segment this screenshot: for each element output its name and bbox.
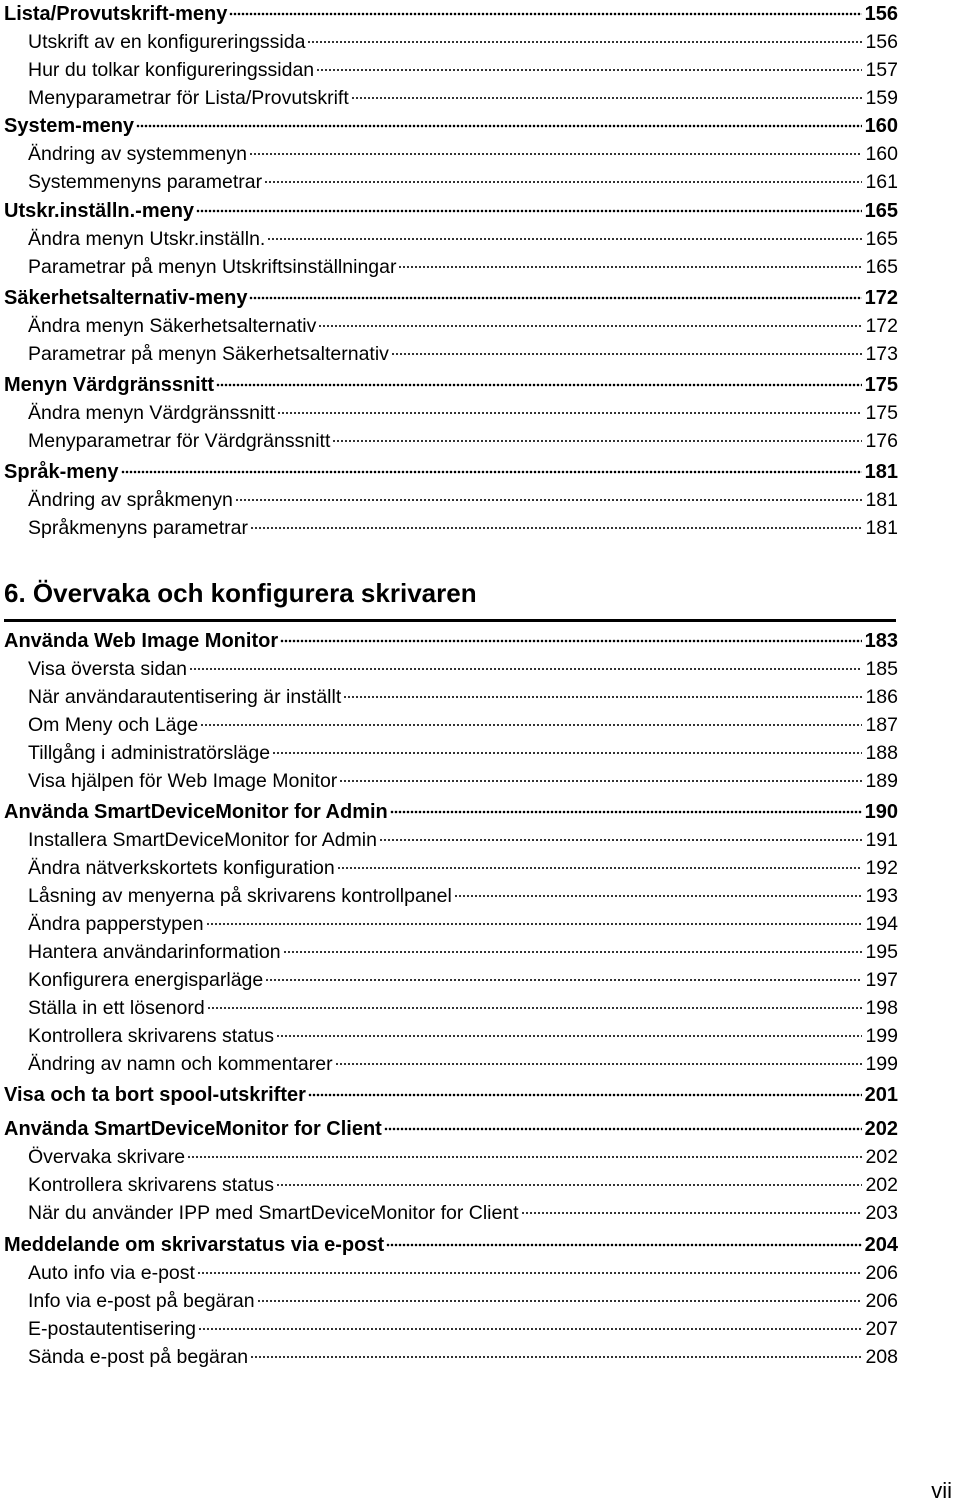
toc-entry-title: Info via e-post på begäran [28, 1289, 255, 1312]
toc-entry-page: 157 [865, 58, 898, 81]
dot-leader [189, 657, 862, 677]
toc-subsection-entry[interactable] [28, 1050, 898, 1076]
toc-subsection-entry[interactable] [28, 56, 898, 82]
toc-section-entry[interactable] [4, 112, 898, 138]
dot-leader [521, 1201, 863, 1221]
toc-entry-page: 172 [865, 314, 898, 337]
toc-entry-page: 208 [865, 1345, 898, 1368]
dot-leader [265, 968, 862, 988]
toc-entry-page: 161 [865, 170, 898, 193]
toc-subsection-entry[interactable] [28, 1287, 898, 1313]
dot-leader [267, 227, 862, 247]
toc-entry-title: Auto info via e-post [28, 1261, 195, 1284]
dot-leader [200, 713, 862, 733]
toc-entry-title: Installera SmartDeviceMonitor for Admin [28, 828, 377, 851]
toc-entry-title: Sända e-post på begäran [28, 1345, 249, 1368]
dot-leader [207, 996, 863, 1016]
toc-entry-page: 199 [865, 1024, 898, 1047]
toc-entry-title: Språk-meny [4, 461, 119, 483]
toc-entry-page: 172 [864, 287, 898, 309]
toc-entry-title: Låsning av menyerna på skrivarens kontrollpanel [28, 884, 452, 907]
toc-entry-title: Utskrift av en konfigureringssida [28, 30, 306, 53]
toc-entry-page: 183 [864, 630, 898, 652]
toc-subsection-entry[interactable] [28, 28, 898, 54]
toc-entry-page: 191 [865, 828, 898, 851]
toc-subsection-entry[interactable] [28, 168, 898, 194]
dot-leader [136, 114, 862, 134]
toc-entry-page: 160 [864, 115, 898, 137]
toc-entry-page: 207 [865, 1317, 898, 1340]
toc-entry-page: 197 [865, 968, 898, 991]
toc-entry-title: Visa och ta bort spool-utskrifter [4, 1084, 306, 1106]
toc-subsection-entry[interactable] [28, 253, 898, 279]
toc-subsection-entry[interactable] [28, 1199, 898, 1225]
dot-leader [264, 170, 862, 190]
toc-entry-page: 202 [864, 1118, 898, 1140]
toc-entry-title: När användarautentisering är inställt [28, 685, 342, 708]
toc-subsection-entry[interactable] [28, 340, 898, 366]
dot-leader [351, 86, 863, 106]
chapter-rule [4, 619, 896, 622]
toc-subsection-entry[interactable] [28, 910, 898, 936]
toc-entry-page: 206 [865, 1261, 898, 1284]
toc-subsection-entry[interactable] [28, 739, 898, 765]
dot-leader [343, 685, 862, 705]
toc-entry-title: Ställa in ett lösenord [28, 996, 205, 1019]
dot-leader [249, 286, 861, 306]
toc-entry-title: Använda Web Image Monitor [4, 630, 279, 652]
dot-leader [229, 2, 861, 22]
toc-section-entry[interactable] [4, 458, 898, 484]
toc-entry-page: 193 [865, 884, 898, 907]
toc-entry-title: Menyparametrar för Lista/Provutskrift [28, 86, 349, 109]
toc-subsection-entry[interactable] [28, 882, 898, 908]
toc-section-entry[interactable] [4, 0, 898, 26]
dot-leader [276, 1024, 862, 1044]
toc-entry-page: 186 [865, 685, 898, 708]
toc-subsection-entry[interactable] [28, 1315, 898, 1341]
toc-entry-page: 156 [864, 3, 898, 25]
toc-subsection-entry[interactable] [28, 711, 898, 737]
toc-section-entry[interactable] [4, 1081, 898, 1107]
toc-entry-title: Ändra papperstypen [28, 912, 204, 935]
toc-subsection-entry[interactable] [28, 655, 898, 681]
toc-entry-title: Hur du tolkar konfigureringssidan [28, 58, 315, 81]
toc-section-entry[interactable] [4, 371, 898, 397]
toc-subsection-entry[interactable] [28, 767, 898, 793]
dot-leader [216, 373, 862, 393]
toc-entry-title: Meddelande om skrivarstatus via e-post [4, 1234, 385, 1256]
dot-leader [121, 460, 862, 480]
toc-entry-page: 165 [865, 227, 898, 250]
toc-subsection-entry[interactable] [28, 683, 898, 709]
toc-entry-page: 194 [865, 912, 898, 935]
toc-entry-page: 156 [865, 30, 898, 53]
toc-section-entry[interactable] [4, 1115, 898, 1141]
toc-section-entry[interactable] [4, 284, 898, 310]
dot-leader [250, 516, 862, 536]
toc-subsection-entry[interactable] [28, 1022, 898, 1048]
toc-section-entry[interactable] [4, 627, 898, 653]
dot-leader [390, 800, 862, 820]
toc-entry-page: 173 [865, 342, 898, 365]
dot-leader [206, 912, 863, 932]
toc-entry-title: Ändring av systemmenyn [28, 142, 247, 165]
toc-subsection-entry[interactable] [28, 854, 898, 880]
toc-subsection-entry[interactable] [28, 427, 898, 453]
toc-entry-page: 190 [864, 801, 898, 823]
dot-leader [316, 58, 862, 78]
toc-entry-page: 185 [865, 657, 898, 680]
dot-leader [335, 1052, 863, 1072]
toc-section-entry[interactable] [4, 197, 898, 223]
toc-entry-title: E-postautentisering [28, 1317, 197, 1340]
dot-leader [197, 1261, 863, 1281]
toc-entry-title: Parametrar på menyn Säkerhetsalternativ [28, 342, 389, 365]
dot-leader [307, 30, 862, 50]
toc-entry-title: Använda SmartDeviceMonitor for Admin [4, 801, 388, 823]
toc-entry-page: 202 [865, 1173, 898, 1196]
dot-leader [249, 142, 863, 162]
toc-section-entry[interactable] [4, 798, 898, 824]
toc-entry-page: 204 [864, 1234, 898, 1256]
toc-entry-title: Kontrollera skrivarens status [28, 1024, 275, 1047]
dot-leader [196, 199, 862, 219]
dot-leader [283, 940, 863, 960]
toc-entry-title: Utskr.inställn.-meny [4, 200, 195, 222]
dot-leader [391, 342, 863, 362]
toc-entry-title: Parametrar på menyn Utskriftsinställningar [28, 255, 397, 278]
toc-subsection-entry[interactable] [28, 826, 898, 852]
toc-entry-title: Ändra menyn Värdgränssnitt [28, 401, 276, 424]
page-number: vii [931, 1478, 952, 1503]
toc-subsection-entry[interactable] [28, 312, 898, 338]
dot-leader [339, 769, 862, 789]
toc-entry-title: Lista/Provutskrift-meny [4, 3, 228, 25]
dot-leader [398, 255, 862, 275]
dot-leader [250, 1345, 862, 1365]
toc-entry-title: Systemmenyns parametrar [28, 170, 263, 193]
toc-entry-page: 175 [864, 374, 898, 396]
dot-leader [318, 314, 862, 334]
toc-subsection-entry[interactable] [28, 486, 898, 512]
toc-entry-page: 201 [864, 1084, 898, 1106]
toc-subsection-entry[interactable] [28, 1259, 898, 1285]
toc-entry-title: Ändring av namn och kommentarer [28, 1052, 333, 1075]
toc-section-entry[interactable] [4, 1231, 898, 1257]
toc-entry-title: Om Meny och Läge [28, 713, 199, 736]
dot-leader [187, 1145, 862, 1165]
dot-leader [277, 401, 862, 421]
toc-subsection-entry[interactable] [28, 938, 898, 964]
dot-leader [454, 884, 863, 904]
toc-entry-title: Säkerhetsalternativ-meny [4, 287, 248, 309]
toc-entry-page: 181 [865, 516, 898, 539]
toc-entry-title: Kontrollera skrivarens status [28, 1173, 275, 1196]
toc-entry-page: 160 [865, 142, 898, 165]
toc-subsection-entry[interactable] [28, 140, 898, 166]
toc-entry-page: 189 [865, 769, 898, 792]
dot-leader [198, 1317, 862, 1337]
toc-entry-page: 181 [865, 488, 898, 511]
chapter-title: 6. Övervaka och konfigurera skrivaren [4, 578, 477, 608]
toc-entry-title: Ändra menyn Utskr.inställn. [28, 227, 266, 250]
toc-entry-title: Övervaka skrivare [28, 1145, 186, 1168]
toc-entry-title: När du använder IPP med SmartDeviceMonitor for Client [28, 1201, 519, 1224]
toc-entry-page: 188 [865, 741, 898, 764]
toc-entry-title: Ändra nätverkskortets konfiguration [28, 856, 335, 879]
toc-subsection-entry[interactable] [28, 225, 898, 251]
toc-entry-page: 187 [865, 713, 898, 736]
dot-leader [257, 1289, 863, 1309]
toc-entry-page: 202 [865, 1145, 898, 1168]
dot-leader [276, 1173, 862, 1193]
toc-entry-title: Visa översta sidan [28, 657, 187, 680]
toc-entry-page: 192 [865, 856, 898, 879]
toc-entry-page: 165 [864, 200, 898, 222]
toc-subsection-entry[interactable] [28, 514, 898, 540]
dot-leader [332, 429, 862, 449]
toc-entry-title: Hantera användarinformation [28, 940, 281, 963]
toc-subsection-entry[interactable] [28, 1171, 898, 1197]
toc-entry-title: Använda SmartDeviceMonitor for Client [4, 1118, 382, 1140]
toc-entry-title: System-meny [4, 115, 135, 137]
toc-entry-page: 199 [865, 1052, 898, 1075]
toc-entry-title: Menyn Värdgränssnitt [4, 374, 215, 396]
toc-entry-page: 175 [865, 401, 898, 424]
toc-entry-title: Tillgång i administratörsläge [28, 741, 271, 764]
dot-leader [235, 488, 863, 508]
dot-leader [308, 1083, 862, 1103]
toc-entry-title: Ändra menyn Säkerhetsalternativ [28, 314, 317, 337]
toc-entry-title: Språkmenyns parametrar [28, 516, 249, 539]
toc-subsection-entry[interactable] [28, 1143, 898, 1169]
toc-subsection-entry[interactable] [28, 399, 898, 425]
dot-leader [272, 741, 862, 761]
toc-entry-page: 165 [865, 255, 898, 278]
toc-subsection-entry[interactable] [28, 84, 898, 110]
toc-entry-page: 206 [865, 1289, 898, 1312]
toc-subsection-entry[interactable] [28, 966, 898, 992]
toc-entry-page: 203 [865, 1201, 898, 1224]
toc-entry-title: Ändring av språkmenyn [28, 488, 233, 511]
toc-entry-page: 198 [865, 996, 898, 1019]
dot-leader [384, 1117, 862, 1137]
toc-entry-page: 176 [865, 429, 898, 452]
dot-leader [280, 629, 862, 649]
dot-leader [386, 1233, 861, 1253]
toc-entry-title: Visa hjälpen för Web Image Monitor [28, 769, 338, 792]
toc-entry-title: Konfigurera energisparläge [28, 968, 264, 991]
toc-entry-page: 159 [865, 86, 898, 109]
toc-entry-page: 195 [865, 940, 898, 963]
dot-leader [337, 856, 863, 876]
toc-entry-title: Menyparametrar för Värdgränssnitt [28, 429, 331, 452]
toc-subsection-entry[interactable] [28, 1343, 898, 1369]
toc-subsection-entry[interactable] [28, 994, 898, 1020]
toc-entry-page: 181 [864, 461, 898, 483]
dot-leader [379, 828, 862, 848]
